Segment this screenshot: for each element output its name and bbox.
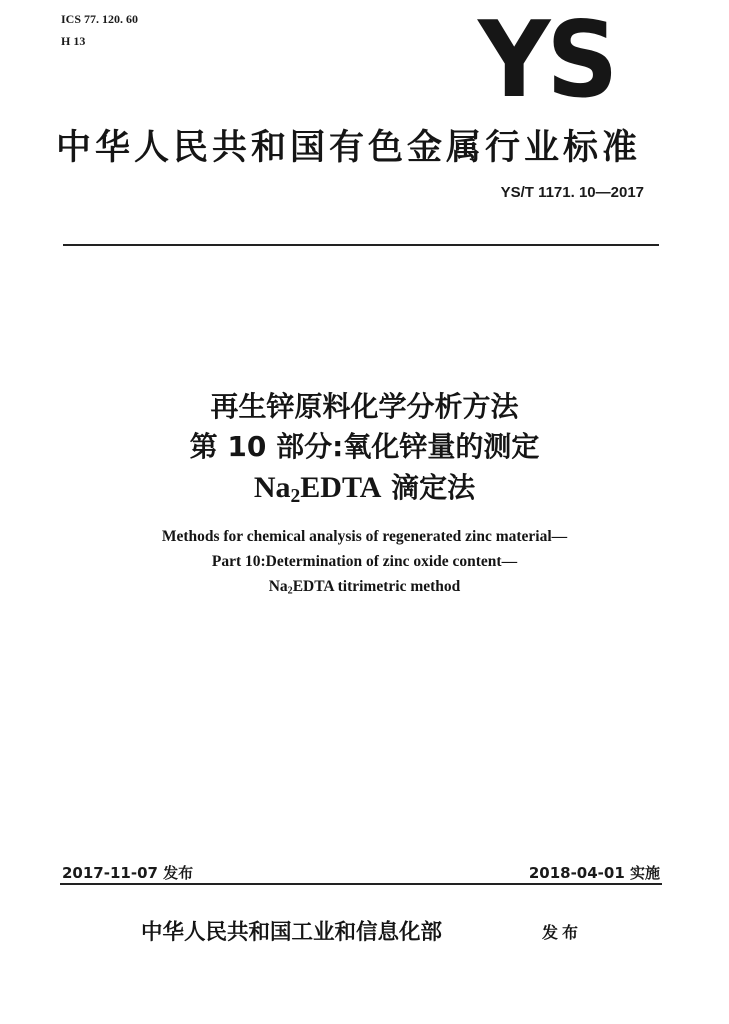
english-title-line-1: Methods for chemical analysis of regenerated zinc material— — [161, 528, 568, 545]
en-formula-subscript: 2 — [287, 585, 293, 597]
chinese-title-line-3 — [0, 466, 729, 508]
formula-prefix: Na — [253, 471, 291, 504]
en-formula-prefix: Na — [268, 578, 288, 595]
issue-date: 2017-11-07 发布 — [62, 864, 194, 882]
chinese-title-line-2: 第 10 部分:氧化锌量的测定 — [189, 430, 540, 463]
ys-logo: YS — [478, 0, 615, 122]
chinese-title-line-1: 再生锌原料化学分析方法 — [210, 390, 519, 423]
en-formula-rest: EDTA titrimetric method — [292, 578, 461, 595]
method-name: 滴定法 — [381, 471, 476, 504]
publisher-name: 中华人民共和国工业和信息化部 — [141, 920, 443, 945]
bottom-divider — [60, 883, 662, 885]
standard-number: YS/T 1171. 10—2017 — [500, 184, 644, 201]
standard-category-title: 中华人民共和国有色金属行业标准 — [56, 128, 642, 168]
formula-rest: EDTA — [300, 471, 382, 504]
english-title-line-3 — [0, 578, 729, 597]
ccs-code: H 13 — [61, 34, 86, 48]
english-title-line-2: Part 10:Determination of zinc oxide content— — [211, 553, 518, 570]
implementation-date: 2018-04-01 实施 — [528, 864, 660, 882]
top-divider — [63, 244, 659, 246]
formula-subscript: 2 — [290, 485, 301, 507]
ics-code: ICS 77. 120. 60 — [61, 12, 139, 26]
publish-label: 发布 — [542, 923, 583, 942]
